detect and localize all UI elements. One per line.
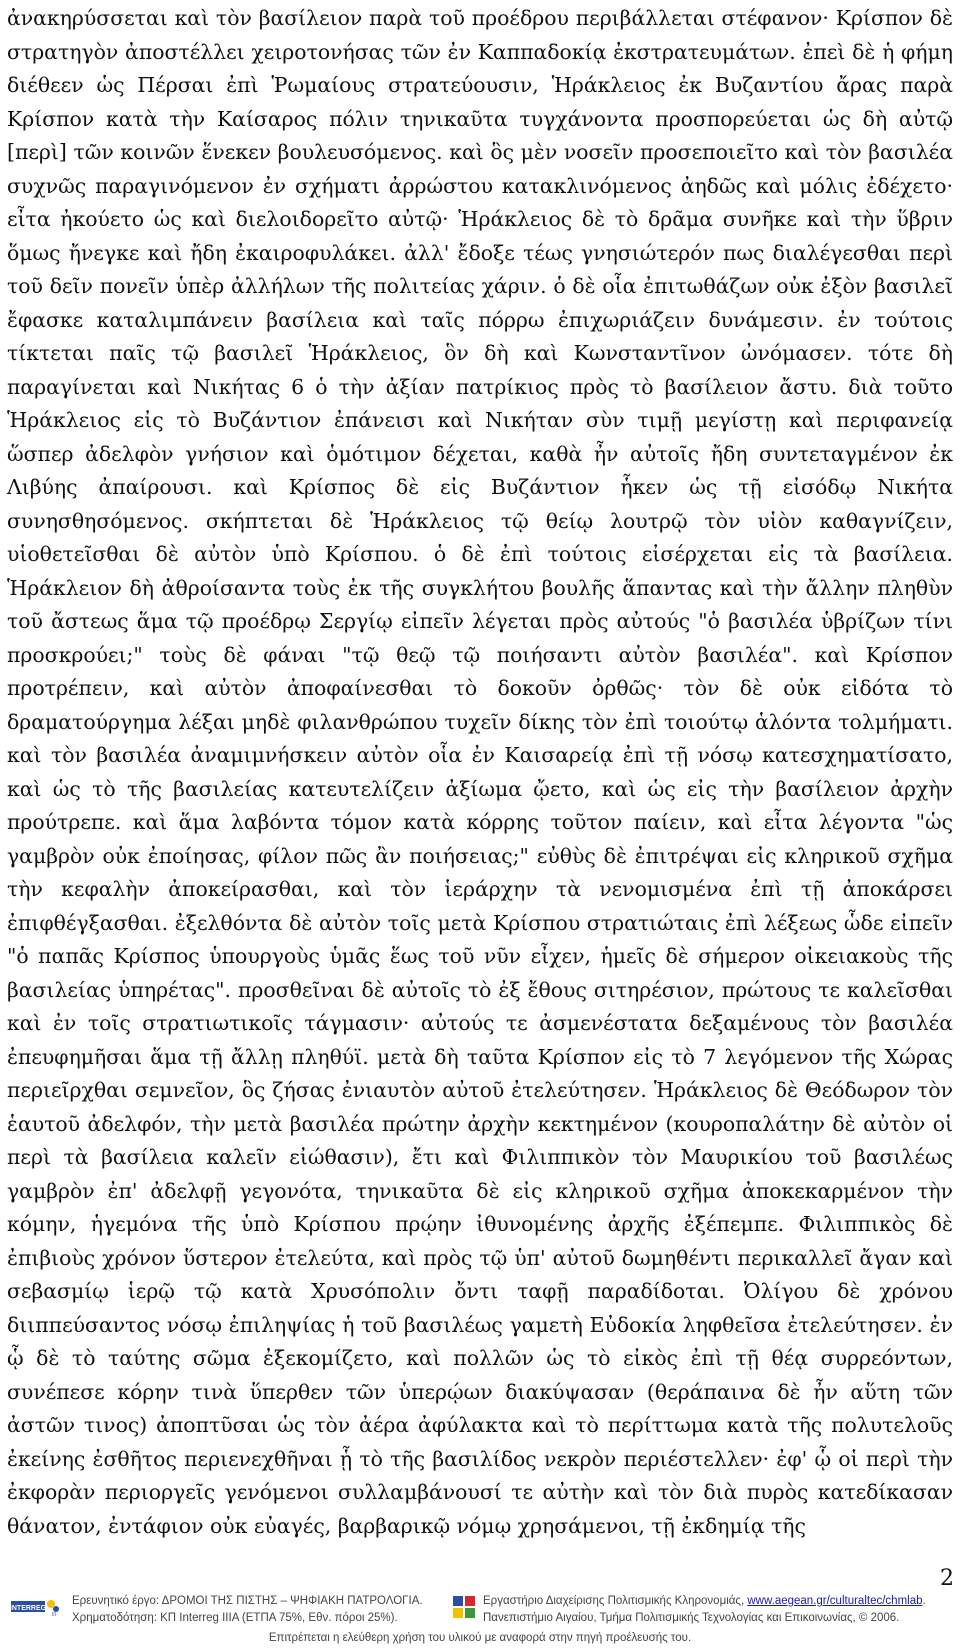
- lab-logo-icon: [452, 1595, 476, 1619]
- footer-lab-link[interactable]: www.aegean.gr/culturaltec/chmlab: [747, 1595, 923, 1607]
- footer-lab-name: Εργαστήριο Διαχείρισης Πολιτισμικής Κληρονομιάς,: [483, 1595, 748, 1607]
- footer-lab-line: [483, 1594, 926, 1608]
- footer-usage-notice: Επιτρέπεται η ελεύθερη χρήση του υλικού με αναφορά στην πηγή προέλευσής του.: [268, 1632, 692, 1644]
- footer-university-line: Πανεπιστήμιο Αιγαίου, Τμήμα Πολιτισμικής Τεχνολογίας και Επικοινωνίας, © 2006.: [483, 1612, 900, 1624]
- footer-project-line: Ερευνητικό έργο: ΔΡΟΜΟΙ ΤΗΣ ΠΙΣΤΗΣ – ΨΗΦΙΑΚΗ ΠΑΤΡΟΛΟΓΙΑ.: [72, 1595, 423, 1607]
- svg-text:INTERREG: INTERREG: [10, 1605, 47, 1612]
- footer-funding-line: Χρηματοδότηση: ΚΠ Interreg IIIA (ΕΤΠΑ 75%, Εθν. πόροι 25%).: [72, 1612, 398, 1624]
- footer: [0, 1592, 960, 1651]
- interreg-logo-icon: [10, 1595, 62, 1617]
- svg-text:III: III: [51, 1612, 57, 1617]
- page-number: 2: [940, 1566, 954, 1591]
- body-paragraph: ἀνακηρύσσεται καὶ τὸν βασίλειον παρὰ τοῦ προέδρου περιβάλλεται στέφανον· Κρίσπον δὲ στρατηγὸν ἀποστέλλει χειροτονήσας τῶν ἐν Καππαδοκίᾳ ἐκστρατευμάτων. ἐπεὶ δὲ ἡ φήμη διέθεεν ὡς Πέρσαι ἐπὶ Ῥωμαίους στρατεύουσιν, Ἡράκλειος ἐκ Βυζαντίου ἄρας παρὰ Κρίσπον κατὰ τὴν Καίσαρος πόλιν τηνικαῦτα τυγχάνοντα προσπορεύεται ὡς δὴ αὐτῷ [περὶ] τῶν κοινῶν ἕνεκεν βουλευσόμενος. καὶ ὃς μὲν νοσεῖν προσεποιεῖτο καὶ τὸν βασιλέα συχνῶς παραγινόμενον ἐν σχήματι ἀρρώστου κατακλινόμενος ἀηδῶς καὶ μόλις ἐδέχετο· εἶτα ἠκούετο ὡς καὶ διελοιδορεῖτο αὐτῷ· Ἡράκλειος δὲ τὸ δρᾶμα συνῆκε καὶ τὴν ὕβριν ὅμως ἤνεγκε καὶ ἤδη ἐκαιροφυλάκει. ἀλλ' ἔδοξε τέως γνησιώτερόν πως διαλέγεσθαι περὶ τοῦ δεῖν πονεῖν ὑπὲρ ἀλλήλων τῆς πολιτείας χάριν. ὁ δὲ οἷα ἐπιτωθάζων οὐκ ἐξὸν βασιλεῖ ἔφασκε καταλιμπάνειν βασίλεια καὶ ταῖς πόρρω ἐπιχωριάζειν δυνάμεσιν. ἐν τούτοις τίκτεται παῖς τῷ βασιλεῖ Ἡράκλειος, ὃν δὴ καὶ Κωνσταντῖνον ὠνόμασεν. τότε δὴ παραγίνεται καὶ Νικήτας 6 ὁ τὴν ἀξίαν πατρίκιος πρὸς τὸ βασίλειον ἄστυ. διὰ τοῦτο Ἡράκλειος εἰς τὸ Βυζάντιον ἐπάνεισι καὶ Νικήταν σὺν τιμῇ μεγίστῃ καὶ περιφανείᾳ ὥσπερ ἀδελφὸν γνήσιον καὶ ὁμότιμον δέχεται, καθὰ ἦν αὐτοῖς ἤδη συντεταγμένον ἐκ Λιβύης ἀπαίρουσι. καὶ Κρίσπος δὲ εἰς Βυζάντιον ἧκεν ὡς τῇ εἰσόδῳ Νικήτα συνησθησόμενος. σκήπτεται δὲ Ἡράκλειος τῷ θείῳ λουτρῷ τὸν υἱὸν καθαγνίζειν, υἱοθετεῖσθαι δὲ αὐτὸν ὑπὸ Κρίσπου. ὁ δὲ ἐπὶ τούτοις εἰσέρχεται εἰς τὰ βασίλεια. Ἡράκλειον δὴ ἀθροίσαντα τοὺς ἐκ τῆς συγκλήτου βουλῆς ἅπαντας καὶ τὴν ἄλλην πληθὺν τοῦ ἄστεως ἅμα τῷ προέδρῳ Σεργίῳ εἰπεῖν λέγεται πρὸς αὐτούς "ὁ βασιλέα ὑβρίζων τίνι προσκρούει;" τοὺς δὲ φάναι "τῷ θεῷ τῷ ποιήσαντι αὐτὸν βασιλέα". καὶ Κρίσπον προτρέπειν, καὶ αὐτὸν ἀποφαίνεσθαι τὸ δοκοῦν ὀρθῶς· τὸν δὲ οὐκ εἰδότα τὸ δραματούργημα λέξαι μηδὲ φιλανθρώπου τυχεῖν δίκης τὸν ἐπὶ τοιούτῳ ἁλόντα τολμήματι. καὶ τὸν βασιλέα ἀναμιμνήσκειν αὐτὸν οἷα ἐν Καισαρείᾳ ἐπὶ τῇ νόσῳ κατεσχηματίσατο, καὶ ὡς τὸ τῆς βασιλείας κατευτελίζειν ἀξίωμα ᾤετο, καὶ ὡς εἰς τὴν βασίλειον ἀρχὴν προύτρεπε. καὶ ἅμα λαβόντα τόμον κατὰ κόρρης τοῦτον παίειν, καὶ εἶτα λέγοντα "ὡς γαμβρὸν οὐκ ἐποίησας, φίλον πῶς ἂν ποιήσειας;" εὐθὺς δὲ ἐπιτρέψαι εἰς κληρικοῦ σχῆμα τὴν κεφαλὴν ἀποκείρασθαι, καὶ τὸν ἱεράρχην τὰ νενομισμένα ἐπὶ τῇ ἀποκάρσει ἐπιφθέγξασθαι. ἐξελθόντα δὲ αὐτὸν τοῖς μετὰ Κρίσπου στρατιώταις ἐπὶ λέξεως ὧδε εἰπεῖν "ὁ παπᾶς Κρίσπος ὑπουργοὺς ὑμᾶς ἕως τοῦ νῦν εἶχεν, ἡμεῖς δὲ σήμερον οἰκειακοὺς τῆς βασιλείας ὑπηρέτας". προσθεῖναι δὲ αὐτοῖς τὸ ἐξ ἔθους σιτηρέσιον, πρώτους τε καλεῖσθαι καὶ ἐν τοῖς στρατιωτικοῖς τάγμασιν· αὐτούς τε ἀσμενέστατα δεξαμένους τὸν βασιλέα ἐπευφημῆσαι ἅμα τῇ ἄλλῃ πληθύϊ. μετὰ δὴ ταῦτα Κρίσπον εἰς τὸ 7 λεγόμενον τῆς Χώρας περιεῖρχθαι σεμνεῖον, ὃς ζήσας ἐνιαυτὸν αὐτοῦ ἐτελεύτησεν. Ἡράκλειος δὲ Θεόδωρον τὸν ἑαυτοῦ ἀδελφόν, τὴν μετὰ βασιλέα πρώτην ἀρχὴν κεκτημένον (κουροπαλάτην δὲ αὐτὸν οἱ περὶ τὰ βασίλεια καλεῖν εἰώθασιν), ἔτι καὶ Φιλιππικὸν τὸν Μαυρικίου τοῦ βασιλέως γαμβρὸν ἐπ' ἀδελφῇ γεγονότα, τηνικαῦτα δὲ εἰς κληρικοῦ σχῆμα ἀποκεκαρμένον τὴν κόμην, ἡγεμόνα τῆς ὑπὸ Κρίσπου πρῴην ἰθυνομένης ἀρχῆς ἐξέπεμπε. Φιλιππικὸς δὲ ἐπιβιοὺς χρόνον ὕστερον ἐτελεύτα, καὶ πρὸς τῷ ὑπ' αὐτοῦ δωμηθέντι περικαλλεῖ ἄγαν καὶ σεβασμίῳ ἱερῷ τῷ κατὰ Χρυσόπολιν ὄντι ταφῇ παραδίδοται. Ὀλίγου δὲ χρόνου διιππεύσαντος νόσῳ ἐπιληψίας ἡ τοῦ βασιλέως γαμετὴ Εὐδοκία ληφθεῖσα ἐτελεύτησεν. ἐν ᾧ δὲ τὸ ταύτης σῶμα ἐξεκομίζετο, καὶ πολλῶν ὡς τὸ εἰκὸς ἐπὶ τῇ θέᾳ συρρεόντων, συνέπεσε κόρην τινὰ ὕπερθεν τῶν ὑπερῴων διακύψασαν (θεράπαινα δὲ ἦν αὕτη τῶν ἀστῶν τινος) ἀποπτῦσαι ὡς τὸν ἀέρα ἀφύλακτα καὶ τὸ περίττωμα κατὰ τῆς πολυτελοῦς ἐκείνης ἐσθῆτος περιενεχθῆναι ᾗ τὸ τῆς βασιλίδος νεκρὸν περιέστελλεν· ἐφ' ᾧ οἱ περὶ τὴν ἐκφορὰν περιοργεῖς γενόμενοι συλλαμβάνουσί τε αὐτὴν καὶ τὸν διὰ πυρὸς κατεδίκασαν θάνατον, ἐντάφιον οὐκ εὐαγές, βαρβαρικῷ νόμῳ χρησάμενοι, τῇ ἐκδημίᾳ τῆς: [7, 6, 953, 1538]
- footer-lab-period: .: [922, 1595, 926, 1607]
